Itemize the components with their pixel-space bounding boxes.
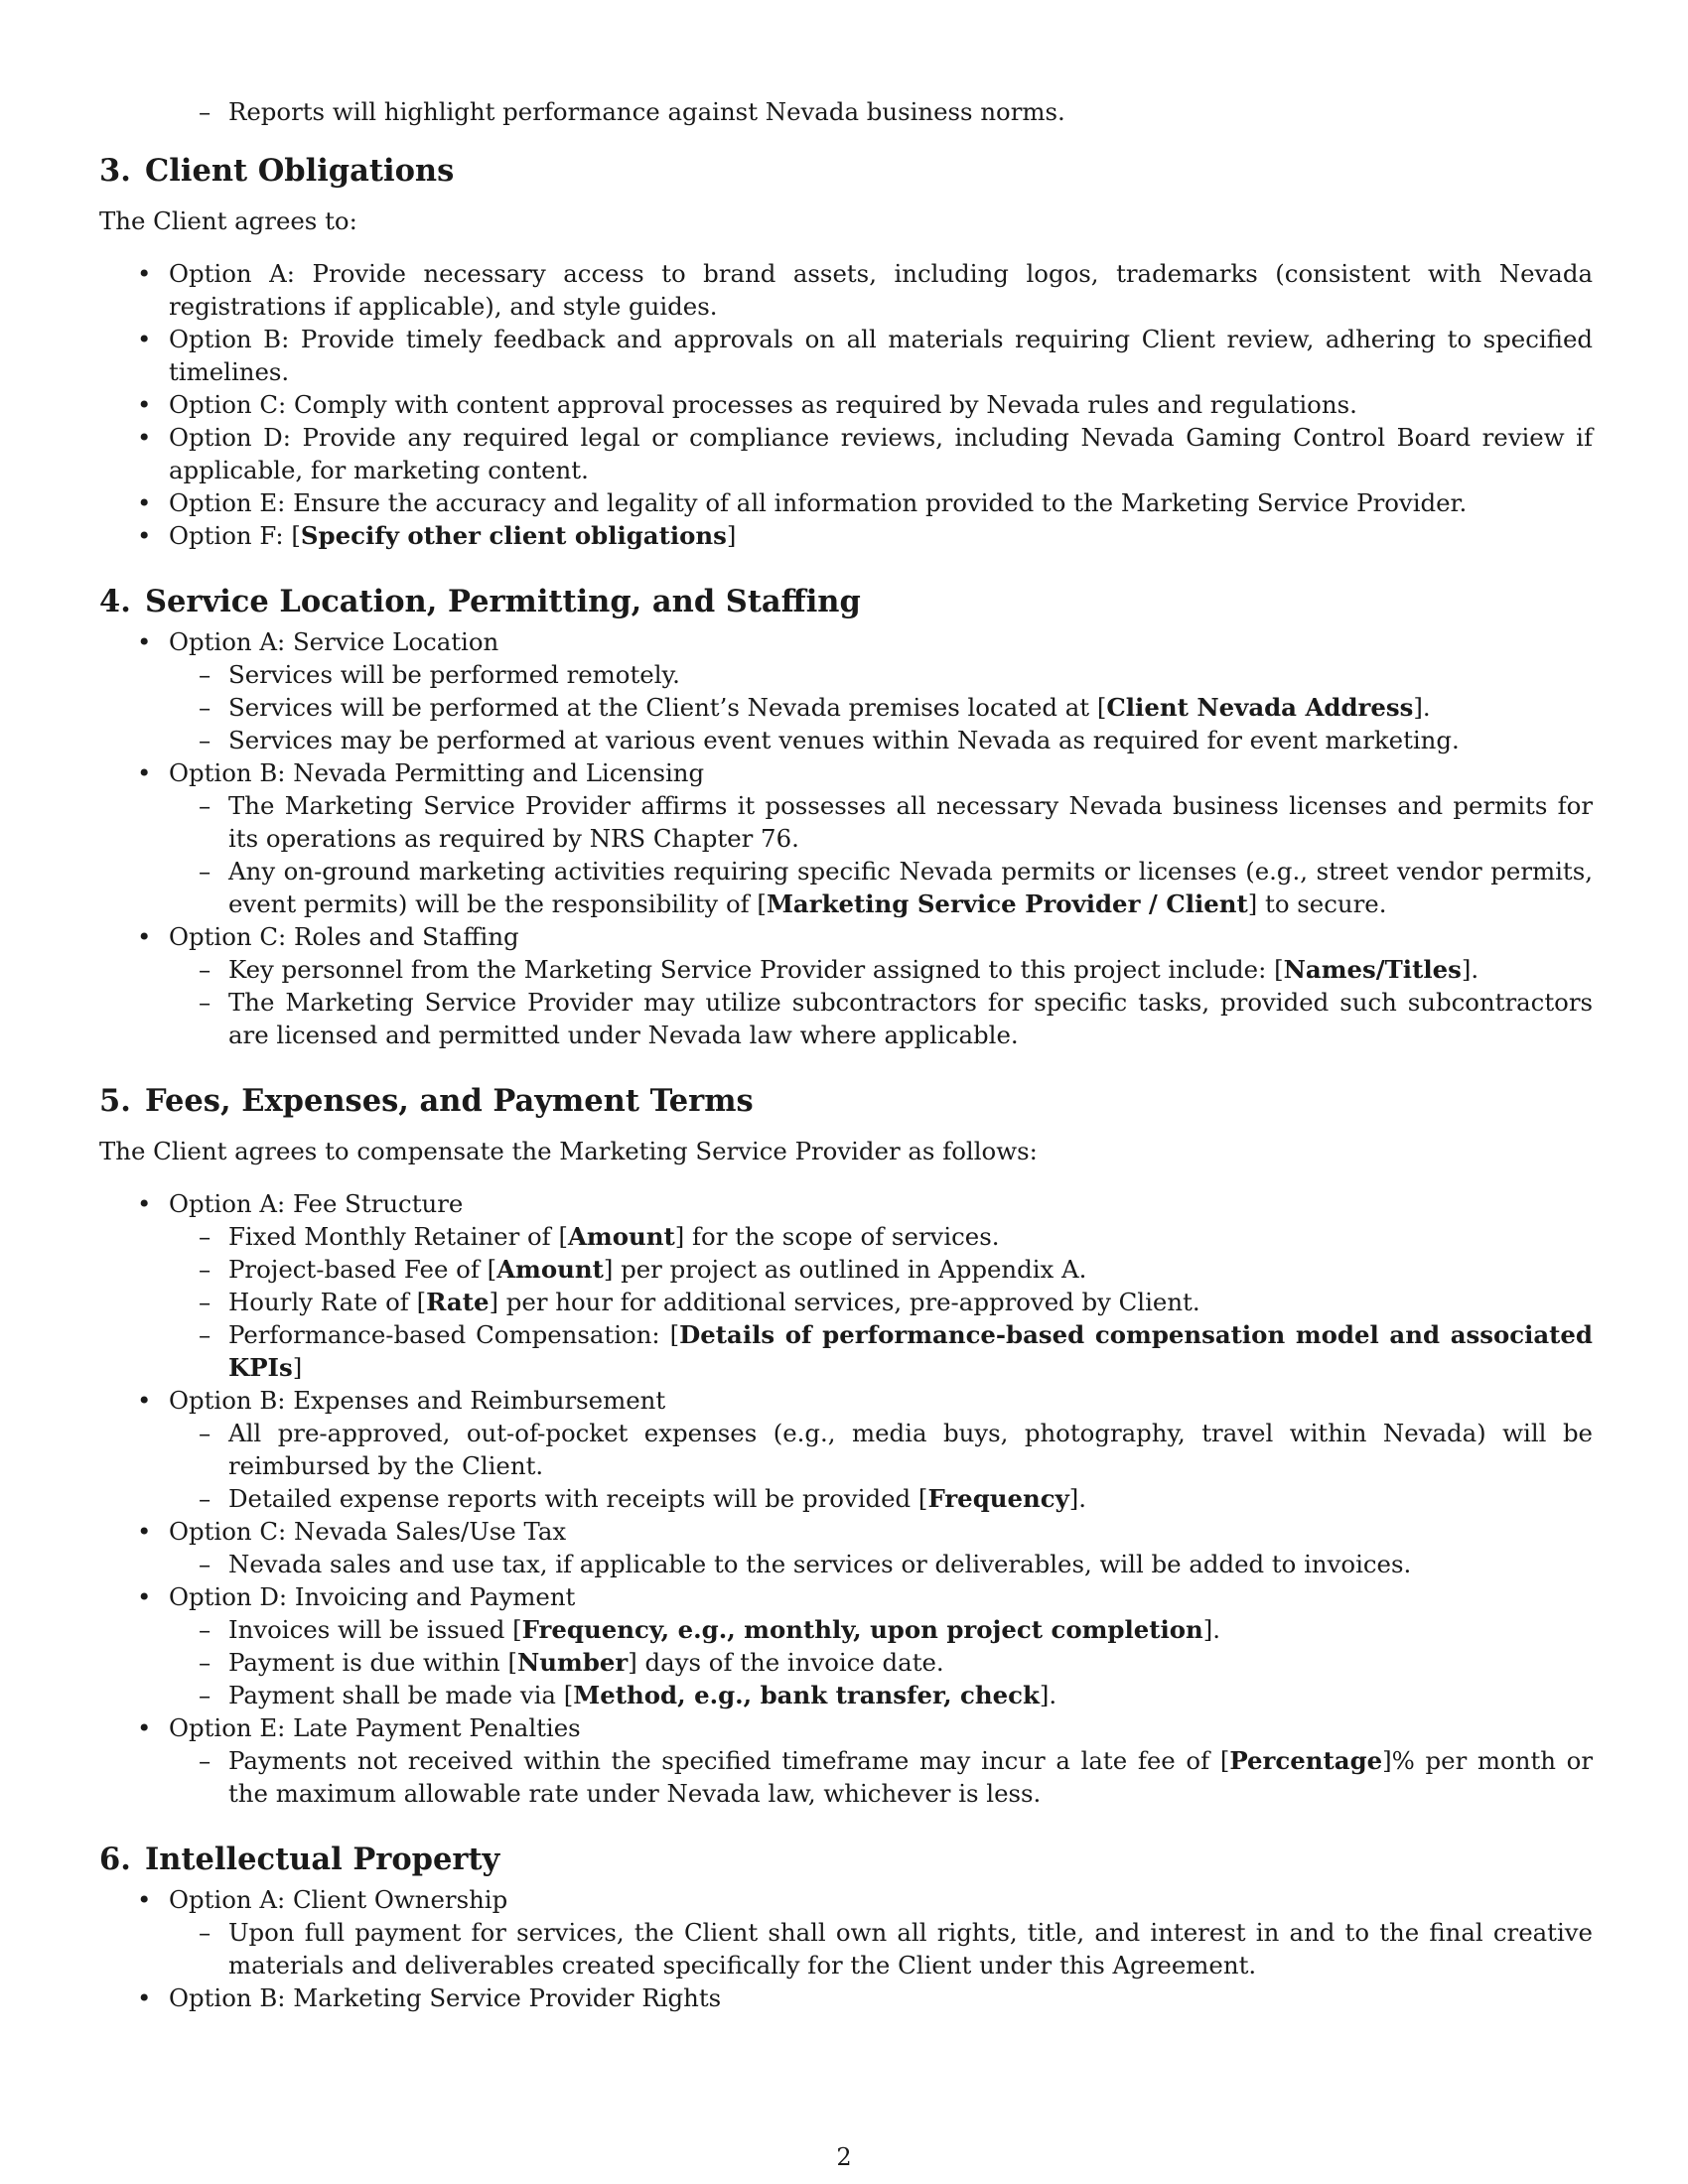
list-item: • Option E: Ensure the accuracy and legality of all information provided to the Marketing Service Provider. [99, 486, 1593, 519]
list-item: • Option C: Roles and Staffing – Key personnel from the Marketing Service Provider assigned to this project include: [Names/Titles]. – The Marketing Service Provider may utilize subcontractors for specific tasks, provided such subcontractors are licensed and permitted under Nevada law where applicable. [99, 920, 1593, 1051]
sub-item: – Services may be performed at various event venues within Nevada as required for event marketing. [169, 724, 1593, 756]
section-5-list [99, 1187, 1593, 1810]
section-3-intro: The Client agrees to: [99, 206, 357, 235]
list-item: • Option C: Nevada Sales/Use Tax – Nevada sales and use tax, if applicable to the services or deliverables, will be added to invoices. [99, 1515, 1593, 1580]
list-item: • Option E: Late Payment Penalties – Payments not received within the specified timeframe may incur a late fee of [Percentage]% per month or the maximum allowable rate under Nevada law, whichever is less. [99, 1711, 1593, 1810]
sub-item: – Payment shall be made via [Method, e.g., bank transfer, check]. [169, 1679, 1593, 1711]
sub-item: – The Marketing Service Provider may utilize subcontractors for specific tasks, provided such subcontractors are licensed and permitted under Nevada law where applicable. [169, 986, 1593, 1051]
list-item: – Reports will highlight performance against Nevada business norms. [169, 95, 1593, 128]
list-item: • Option D: Invoicing and Payment – Invoices will be issued [Frequency, e.g., monthly, upon project completion]. – Payment is due within [Number] days of the invoice date. – Payment shall be made via [Method, e.g., bank transfer, check]. [99, 1580, 1593, 1711]
continued-sublist [169, 95, 1593, 128]
sub-item: – Project-based Fee of [Amount] per project as outlined in Appendix A. [169, 1253, 1593, 1286]
sub-item: – Key personnel from the Marketing Service Provider assigned to this project include: [Names/Titles]. [169, 953, 1593, 986]
list-item: • Option F: [Specify other client obligations] [99, 519, 1593, 552]
section-5-heading: 5. Fees, Expenses, and Payment Terms [99, 1083, 754, 1119]
sub-item: – Nevada sales and use tax, if applicable to the services or deliverables, will be added to invoices. [169, 1548, 1593, 1580]
document-page [99, 95, 1593, 2014]
sub-item: – Detailed expense reports with receipts will be provided [Frequency]. [169, 1482, 1593, 1515]
section-6-heading: 6. Intellectual Property [99, 1842, 500, 1877]
sub-item: – The Marketing Service Provider affirms it possesses all necessary Nevada business licenses and permits for its operations as required by NRS Chapter 76. [169, 789, 1593, 855]
section-5-intro: The Client agrees to compensate the Marketing Service Provider as follows: [99, 1137, 1038, 1165]
list-item: • Option B: Expenses and Reimbursement – All pre-approved, out-of-pocket expenses (e.g., media buys, photography, travel within Nevada) will be reimbursed by the Client. – Detailed expense reports with receipts will be provided [Frequency]. [99, 1384, 1593, 1515]
sub-item: – Performance-based Compensation: [Details of performance-based compensation model and associated KPIs] [169, 1318, 1593, 1384]
list-item: • Option D: Provide any required legal or compliance reviews, including Nevada Gaming Control Board review if applicable, for marketing content. [99, 421, 1593, 486]
sub-item: – Payment is due within [Number] days of the invoice date. [169, 1646, 1593, 1679]
section-3-list [99, 257, 1593, 552]
page-number: 2 [836, 2143, 852, 2171]
section-6-list [99, 1883, 1593, 2014]
list-item: • Option C: Comply with content approval processes as required by Nevada rules and regulations. [99, 388, 1593, 421]
sub-item: – Payments not received within the specified timeframe may incur a late fee of [Percentage]% per month or the maximum allowable rate under Nevada law, whichever is less. [169, 1744, 1593, 1810]
sub-item: – Hourly Rate of [Rate] per hour for additional services, pre-approved by Client. [169, 1286, 1593, 1318]
sub-item: – All pre-approved, out-of-pocket expenses (e.g., media buys, photography, travel within Nevada) will be reimbursed by the Client. [169, 1417, 1593, 1482]
list-item: • Option B: Nevada Permitting and Licensing – The Marketing Service Provider affirms it possesses all necessary Nevada business licenses and permits for its operations as required by NRS Chapter 76. – Any on-ground marketing activities requiring specific Nevada permits or licenses (e.g., street vendor permits, event permits) will be the responsibility of [Marketing Service Provider / Client] to secure. [99, 756, 1593, 920]
sub-item: – Any on-ground marketing activities requiring specific Nevada permits or licenses (e.g., street vendor permits, event permits) will be the responsibility of [Marketing Service Provider / Client] to secure. [169, 855, 1593, 920]
section-4-list [99, 625, 1593, 1051]
section-3-heading: 3. Client Obligations [99, 153, 455, 189]
sub-item: – Fixed Monthly Retainer of [Amount] for the scope of services. [169, 1220, 1593, 1253]
sub-item: – Invoices will be issued [Frequency, e.g., monthly, upon project completion]. [169, 1613, 1593, 1646]
list-item: • Option A: Provide necessary access to brand assets, including logos, trademarks (consistent with Nevada registrations if applicable), and style guides. [99, 257, 1593, 323]
list-item: • Option A: Service Location – Services will be performed remotely. – Services will be performed at the Client’s Nevada premises located at [Client Nevada Address]. – Services may be performed at various event venues within Nevada as required for event marketing. [99, 625, 1593, 756]
sub-item: – Upon full payment for services, the Client shall own all rights, title, and interest in and to the final creative materials and deliverables created specifically for the Client under this Agreement. [169, 1916, 1593, 1981]
list-item: • Option B: Marketing Service Provider Rights [99, 1981, 1593, 2014]
list-item: • Option B: Provide timely feedback and approvals on all materials requiring Client review, adhering to specified timelines. [99, 323, 1593, 388]
section-4-heading: 4. Service Location, Permitting, and Staffing [99, 584, 861, 619]
sub-item: – Services will be performed remotely. [169, 658, 1593, 691]
sub-item: – Services will be performed at the Client’s Nevada premises located at [Client Nevada Address]. [169, 691, 1593, 724]
list-item: • Option A: Fee Structure – Fixed Monthly Retainer of [Amount] for the scope of services. – Project-based Fee of [Amount] per project as outlined in Appendix A. – Hourly Rate of [Rate] per hour for additional services, pre-approved by Client. – Performance-based Compensation: [Details of performance-based compensation model and associated KPIs] [99, 1187, 1593, 1384]
list-item: • Option A: Client Ownership – Upon full payment for services, the Client shall own all rights, title, and interest in and to the final creative materials and deliverables created specifically for the Client under this Agreement. [99, 1883, 1593, 1981]
